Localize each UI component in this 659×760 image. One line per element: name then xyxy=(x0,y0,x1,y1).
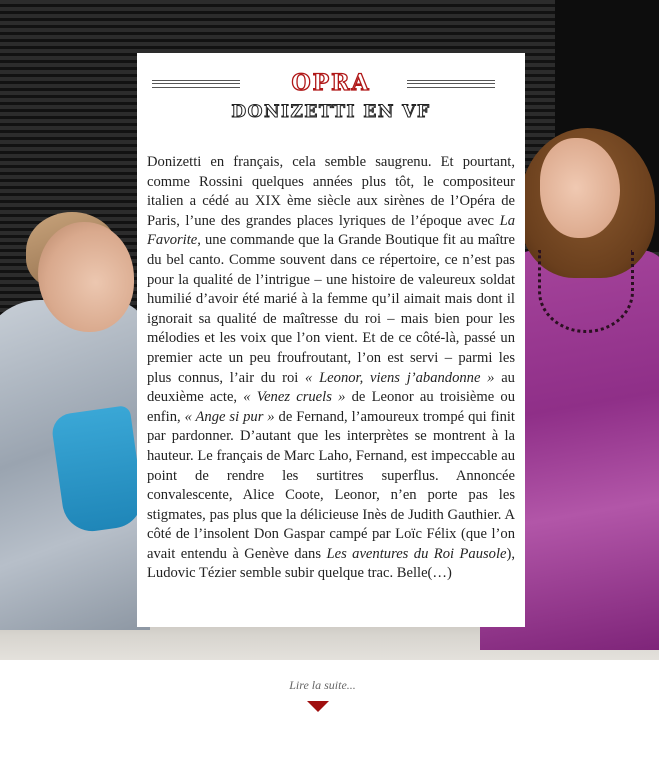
singer-right xyxy=(520,0,659,660)
read-more-link[interactable]: Lire la suite... xyxy=(289,678,356,692)
article-italic-work: La Favorite xyxy=(147,212,515,249)
article-text: au deuxième acte, xyxy=(147,369,515,406)
article-text: , une commande que la Grande Boutique fit au maître du bel canto. Comme souvent dans ce répertoire, ce n’est pas pour la qualité de l’intrigue – une histoire de valeureux soldat humilié d’avoir été marié à la femme qu’il aimait mais dont il ignorait sa qualité de maîtresse du roi – mais bien pour les mélodies et les voix que l’on vient. Et de ce côté-là, passé un premier acte un peu froufroutant, l’on est servi – parmi les plus connus, l’air du roi xyxy=(147,232,515,386)
article-card xyxy=(137,53,525,627)
singer-right-face xyxy=(540,138,620,238)
singer-left-face xyxy=(38,222,134,332)
section-title: OPRA xyxy=(291,70,371,96)
singer-left xyxy=(0,0,140,660)
section-header xyxy=(137,71,525,95)
article-text: ), Ludovic Tézier semble subir quelque trac. Belle(…) xyxy=(147,545,516,582)
article-text: de Leonor au troisième ou enfin, xyxy=(147,389,515,425)
article-italic-work: Les aventures du Roi Pausole xyxy=(326,545,507,562)
singer-right-necklace xyxy=(538,250,634,333)
article-italic-aria: « Leonor, viens j’abandonne » xyxy=(305,369,495,386)
article-body xyxy=(147,153,515,584)
title-decoration-right xyxy=(407,80,495,88)
article-text: Donizetti en français, cela semble saugrenu. Et pourtant, comme Rossini quelques années plus tôt, le compositeur italien a cédé au XIX ème siècle aux sirènes de l’Opéra de Paris, l’une des grandes places lyriques de l’époque avec xyxy=(147,154,515,229)
article-title: DONIZETTI EN VF xyxy=(231,102,431,122)
article-italic-aria: « Ange si pur » xyxy=(184,408,275,425)
arrow-down-icon[interactable] xyxy=(307,701,329,712)
article-text: de Fernand, l’amoureux trompé qui finit par pardonner. D’autant que les interprètes se montrent à la hauteur. Le français de Marc Laho, Fernand, est impeccable au point de rendre les surtitres superflus. Annoncée convalescente, Alice Coote, Leonor, n’en porte pas les stigmates, pas plus que la délicieuse Inès de Judith Gauthier. A côté de l’insolent Don Gaspar campé par Loïc Félix (que l’on avait entendu à Genève dans xyxy=(147,408,515,562)
article-italic-aria: « Venez cruels » xyxy=(243,389,346,406)
